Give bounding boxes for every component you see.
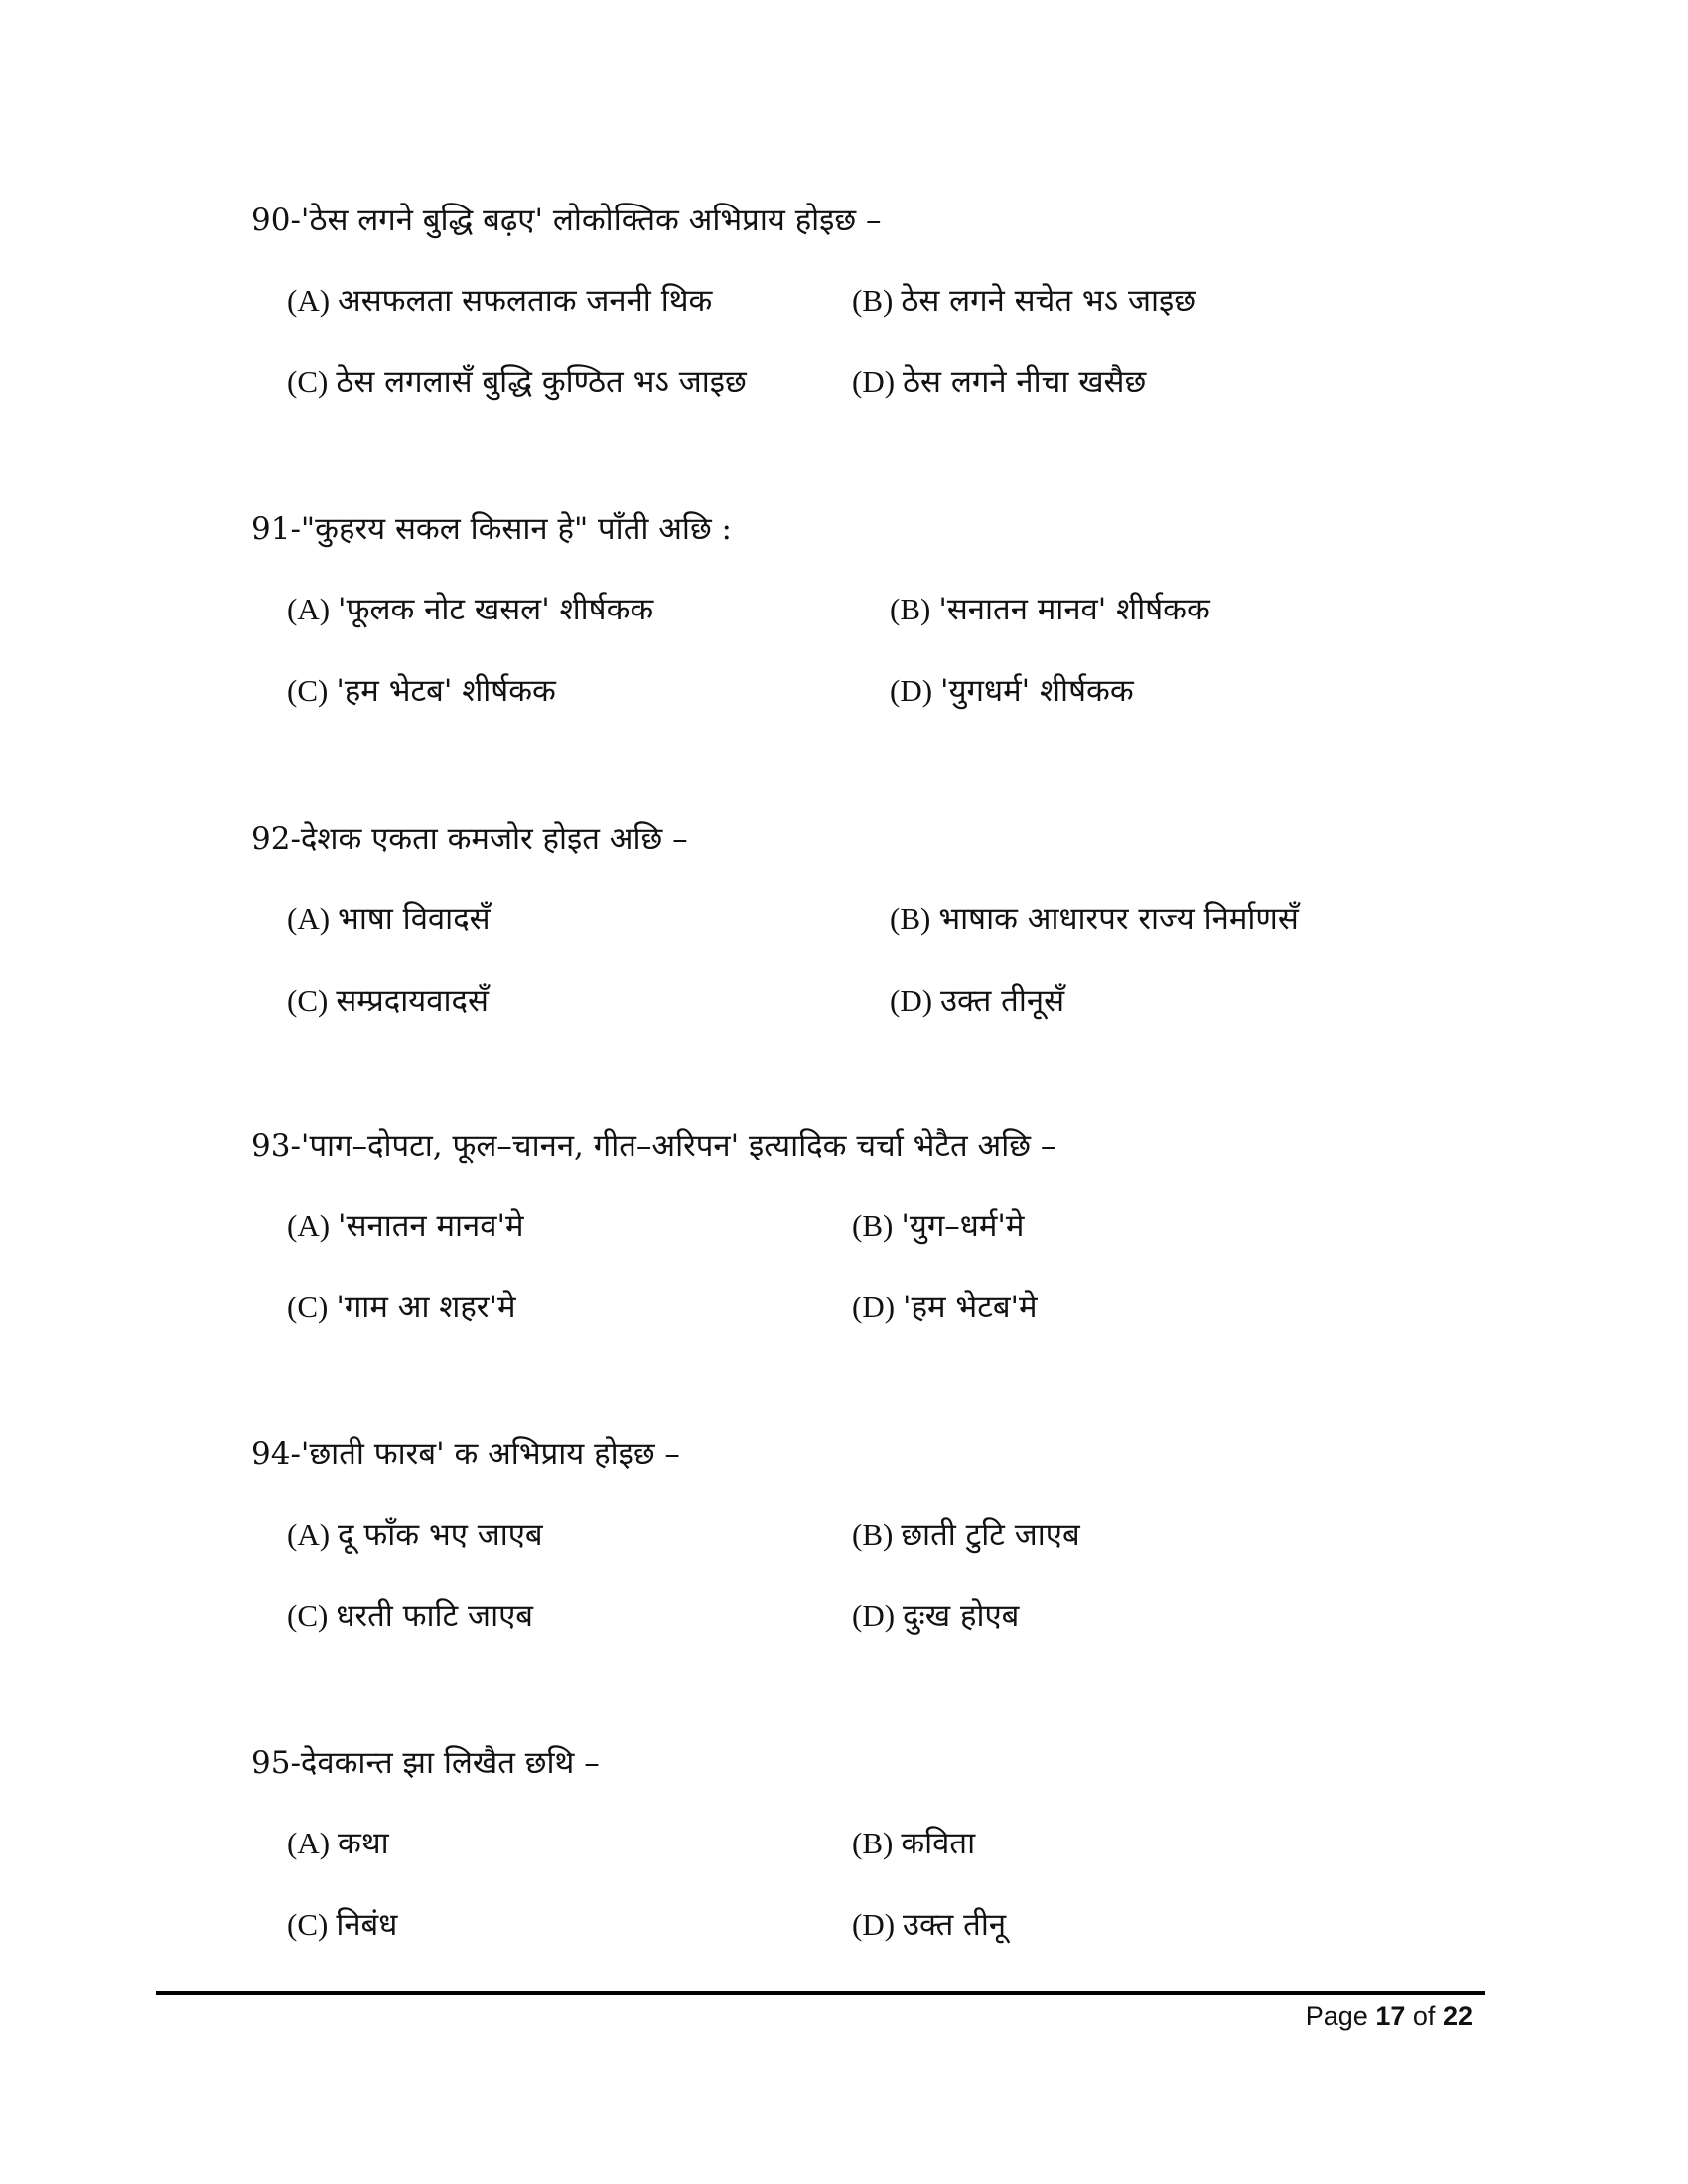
option-label: (C) — [287, 364, 329, 399]
total-pages: 22 — [1442, 2001, 1473, 2031]
option-d — [852, 1596, 1019, 1636]
option-b — [890, 590, 1210, 629]
question-text: "कुहरय सकल किसान हे" पाँती अछि : — [300, 511, 732, 547]
option-b — [852, 1824, 975, 1863]
option-label: (B) — [890, 901, 931, 936]
option-text: उक्त तीनूसँ — [940, 983, 1065, 1019]
question-93 — [251, 1126, 1055, 1165]
current-page: 17 — [1375, 2001, 1406, 2031]
option-text: कविता — [901, 1826, 976, 1861]
option-label: (D) — [890, 983, 933, 1018]
question-94 — [251, 1434, 680, 1474]
option-a — [287, 1515, 543, 1555]
option-d — [852, 1905, 1006, 1945]
question-text: देवकान्त झा लिखैत छथि – — [300, 1745, 600, 1781]
option-text: 'गाम आ शहर'मे — [336, 1290, 516, 1325]
footer-divider — [156, 1991, 1485, 1995]
question-text: 'पाग–दोपटा, फूल–चानन, गीत–अरिपन' इत्यादिक चर्चा भेटैत अछि – — [300, 1128, 1056, 1163]
page-number — [1306, 2001, 1473, 2032]
question-number: 92- — [251, 821, 301, 857]
option-label: (C) — [287, 1290, 329, 1324]
question-91 — [251, 509, 732, 549]
option-text: 'सनातन मानव' शीर्षकक — [938, 592, 1210, 627]
option-label: (C) — [287, 983, 329, 1018]
question-number: 90- — [251, 203, 301, 238]
option-label: (B) — [852, 1208, 894, 1243]
option-text: सम्प्रदायवादसँ — [336, 983, 489, 1019]
option-label: (B) — [852, 283, 894, 318]
question-text: 'छाती फारब' क अभिप्राय होइछ – — [300, 1436, 680, 1472]
option-c — [287, 1596, 533, 1636]
option-label: (D) — [852, 364, 896, 399]
option-label: (C) — [287, 1907, 329, 1942]
option-text: धरती फाटि जाएब — [336, 1598, 533, 1634]
option-label: (B) — [852, 1517, 894, 1552]
option-text: 'हम भेटब' शीर्षकक — [336, 673, 556, 709]
question-number: 94- — [251, 1436, 301, 1472]
question-text: 'ठेस लगने बुद्धि बढ़ए' लोकोक्तिक अभिप्राय होइछ – — [300, 203, 882, 238]
option-a — [287, 281, 712, 321]
option-label: (B) — [852, 1826, 894, 1860]
option-text: 'हम भेटब'मे — [903, 1290, 1038, 1325]
option-label: (A) — [287, 592, 331, 626]
option-text: 'युगधर्म' शीर्षकक — [940, 673, 1134, 709]
option-a — [287, 1824, 389, 1863]
question-number: 91- — [251, 511, 301, 547]
option-a — [287, 899, 491, 939]
option-c — [287, 1288, 516, 1327]
option-c — [287, 362, 747, 402]
option-text: 'फूलक नोट खसल' शीर्षकक — [338, 592, 654, 627]
option-text: दुःख होएब — [903, 1598, 1020, 1634]
option-label: (D) — [890, 673, 933, 708]
option-text: 'सनातन मानव'मे — [338, 1208, 524, 1244]
option-d — [890, 671, 1134, 711]
option-text: दू फाँक भए जाएब — [338, 1517, 543, 1553]
option-text: 'युग–धर्म'मे — [901, 1208, 1025, 1244]
option-a — [287, 590, 653, 629]
page-label: Page — [1305, 2001, 1368, 2031]
option-b — [852, 1206, 1024, 1246]
option-c — [287, 671, 556, 711]
option-label: (D) — [852, 1907, 896, 1942]
question-90 — [251, 201, 881, 240]
option-text: ठेस लगने नीचा खसैछ — [903, 364, 1147, 400]
option-label: (B) — [890, 592, 931, 626]
option-label: (A) — [287, 1826, 331, 1860]
option-text: उक्त तीनू — [903, 1907, 1007, 1943]
option-b — [852, 1515, 1080, 1555]
option-c — [287, 981, 489, 1021]
option-c — [287, 1905, 397, 1945]
of-label: of — [1412, 2001, 1436, 2031]
option-d — [890, 981, 1064, 1021]
question-95 — [251, 1743, 600, 1783]
option-d — [852, 1288, 1038, 1327]
option-text: निबंध — [336, 1907, 398, 1943]
option-text: ठेस लगने सचेत भऽ जाइछ — [901, 283, 1196, 319]
option-text: असफलता सफलताक जननी थिक — [338, 283, 713, 319]
option-label: (A) — [287, 1517, 331, 1552]
question-number: 93- — [251, 1128, 301, 1163]
option-label: (A) — [287, 1208, 331, 1243]
option-text: भाषाक आधारपर राज्य निर्माणसँ — [938, 901, 1299, 937]
option-text: कथा — [338, 1826, 389, 1861]
option-text: भाषा विवादसँ — [338, 901, 491, 937]
option-label: (C) — [287, 673, 329, 708]
question-number: 95- — [251, 1745, 301, 1781]
option-b — [852, 281, 1196, 321]
question-text: देशक एकता कमजोर होइत अछि – — [300, 821, 688, 857]
option-label: (A) — [287, 901, 331, 936]
option-d — [852, 362, 1146, 402]
option-label: (D) — [852, 1290, 896, 1324]
option-label: (A) — [287, 283, 331, 318]
option-a — [287, 1206, 524, 1246]
option-label: (C) — [287, 1598, 329, 1633]
question-92 — [251, 819, 688, 859]
option-text: छाती टुटि जाएब — [901, 1517, 1080, 1553]
option-label: (D) — [852, 1598, 896, 1633]
option-text: ठेस लगलासँ बुद्धि कुण्ठित भऽ जाइछ — [336, 364, 747, 400]
option-b — [890, 899, 1299, 939]
